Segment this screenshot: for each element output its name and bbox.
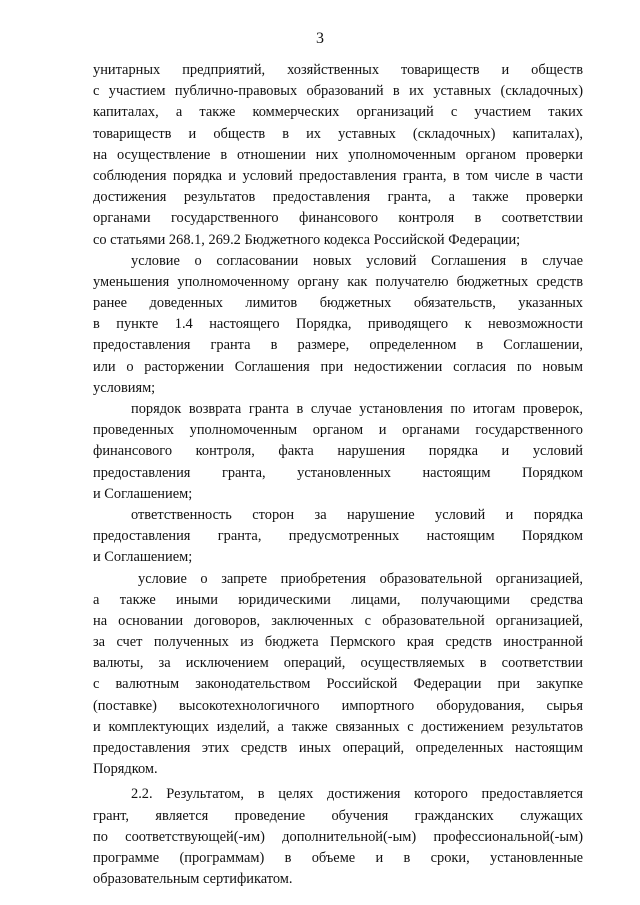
text-line: Порядком.	[93, 761, 158, 778]
text-line: за счет полученных из бюджета Пермского края средств иностранной	[93, 634, 583, 651]
text-line: условиям;	[93, 379, 156, 396]
text-line: с участием публично-правовых образований в их уставных (складочных)	[93, 83, 583, 100]
text-line: ранее доведенных лимитов бюджетных обязательств, указанных	[93, 295, 583, 312]
text-line: финансового контроля, факта нарушения порядка и условий	[93, 443, 583, 460]
document-body	[93, 60, 583, 890]
text-line: со статьями 268.1, 269.2 Бюджетного кодекса Российской Федерации;	[93, 231, 521, 248]
text-line: программе (программам) в объеме и в сроки, установленные	[93, 849, 583, 866]
text-line: образовательным сертификатом.	[93, 871, 293, 888]
text-line: в пункте 1.4 настоящего Порядка, приводящего к невозможности	[93, 316, 583, 333]
text-line: на основании договоров, заключенных с образовательной организацией,	[93, 612, 583, 629]
text-line: или о расторжении Соглашения при недостижении согласия по новым	[93, 358, 583, 375]
text-line: валюты, за исключением операций, осуществляемых в соответствии	[93, 655, 583, 672]
text-line: ответственность сторон за нарушение условий и порядка	[131, 506, 583, 523]
text-line: на осуществление в отношении них уполномоченным органом проверки	[93, 146, 583, 163]
paragraph-new-conditions	[93, 251, 583, 399]
text-line: предоставления этих средств иных операций, определенных настоящим	[93, 740, 583, 756]
paragraph-participation-consent	[93, 60, 583, 251]
text-line: достижения результатов предоставления гранта, а также проверки	[93, 189, 583, 206]
text-line: и комплектующих изделий, а также связанных с достижением результатов	[93, 718, 583, 735]
text-line: условие о согласовании новых условий Соглашения в случае	[131, 252, 583, 269]
text-line: предоставления гранта, установленных настоящим Порядком	[93, 464, 583, 481]
text-line: соблюдения порядка и условий предоставления гранта, в том числе в части	[93, 167, 583, 184]
text-line: капиталах, а также коммерческих организаций с участием таких	[93, 104, 583, 121]
text-line: унитарных предприятий, хозяйственных товариществ и обществ	[93, 62, 583, 78]
text-line: уменьшения уполномоченному органу как получателю бюджетных средств	[93, 273, 583, 290]
text-line: (поставке) высокотехнологичного импортного оборудования, сырья	[93, 697, 583, 714]
text-line: проведенных уполномоченным органом и органами государственного	[93, 422, 583, 439]
text-line: а также иными юридическими лицами, получающими средства	[93, 591, 583, 608]
text-line: порядок возврата гранта в случае установления по итогам проверок,	[131, 401, 583, 417]
paragraph-grant-return	[93, 399, 583, 505]
text-line: с валютным законодательством Российской Федерации при закупке	[93, 676, 583, 693]
text-line: по соответствующей(-им) дополнительной(-ым) профессиональной(-ым)	[93, 828, 583, 845]
paragraph-responsibility	[93, 505, 583, 569]
page-number: 3	[316, 30, 324, 47]
text-line: органами государственного финансового контроля в соответствии	[93, 210, 583, 227]
text-line: и Соглашением;	[93, 485, 193, 502]
paragraph-currency-prohibition	[93, 569, 583, 781]
text-line: и Соглашением;	[93, 549, 193, 566]
paragraph-2-2-result	[93, 784, 583, 890]
text-line: 2.2. Результатом, в целях достижения которого предоставляется	[131, 786, 583, 803]
text-line: предоставления гранта в размере, определенном в Соглашении,	[93, 337, 583, 354]
text-line: условие о запрете приобретения образовательной организацией,	[138, 570, 583, 587]
text-line: предоставления гранта, предусмотренных настоящим Порядком	[93, 528, 583, 545]
text-line: товариществ и обществ в их уставных (складочных) капиталах),	[93, 125, 583, 142]
text-line: грант, является проведение обучения гражданских служащих	[93, 807, 583, 824]
